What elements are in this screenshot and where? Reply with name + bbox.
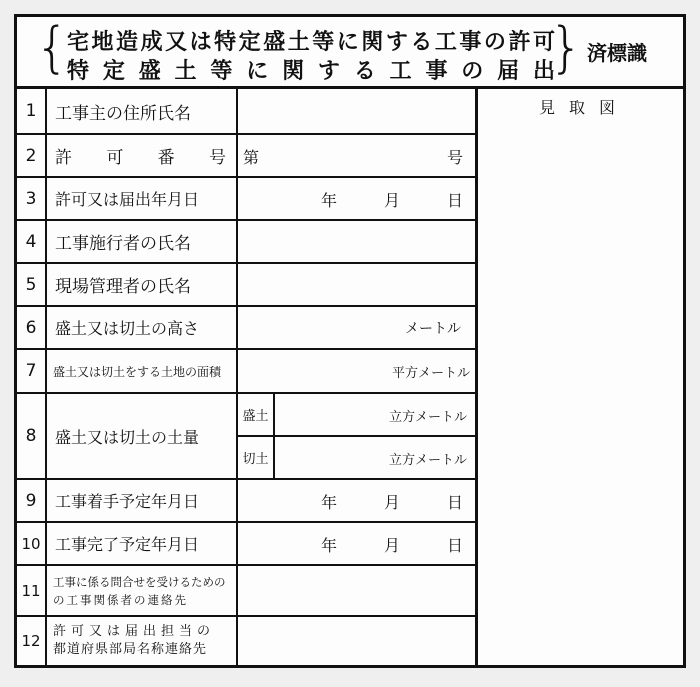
month-unit: 月 <box>384 536 401 555</box>
permit-number-prefix: 第 <box>243 148 260 167</box>
row-number: 2 <box>25 145 37 166</box>
start-date-label: 工事着手予定年月日 <box>55 492 200 511</box>
site-manager-name-label: 現場管理者の氏名 <box>55 277 191 297</box>
month-unit: 月 <box>384 493 401 512</box>
title-line-notification: 特定盛土等に関する工事の届出 <box>67 59 555 84</box>
row-number: 12 <box>21 632 41 650</box>
year-unit: 年 <box>321 536 338 555</box>
owner-address-name-label: 工事主の住所氏名 <box>55 103 191 124</box>
fill-sublabel: 盛土 <box>242 409 269 424</box>
permit-date-label: 許可又は届出年月日 <box>55 190 200 209</box>
label-char: 号 <box>208 148 226 168</box>
label-char: 可 <box>106 148 124 168</box>
cut-sublabel: 切土 <box>242 452 269 467</box>
day-unit: 日 <box>447 536 464 555</box>
row-number: 9 <box>25 490 37 511</box>
cubic-meter-unit: 立方メートル <box>389 410 468 425</box>
label-line: 工事に係る問合せを受けるための <box>53 574 226 589</box>
fill-cut-volume-label: 盛土又は切土の土量 <box>55 427 200 447</box>
label-line: の工事関係者の連絡先 <box>53 592 188 607</box>
square-meter-unit: 平方メートル <box>392 366 471 381</box>
completed-sign-badge: 済標識 <box>587 41 647 65</box>
month-unit: 月 <box>384 191 401 210</box>
row-number: 7 <box>25 361 37 381</box>
row-number: 8 <box>25 426 37 446</box>
cubic-meter-unit: 立方メートル <box>389 453 468 468</box>
year-unit: 年 <box>321 493 338 512</box>
row-number: 6 <box>25 317 37 338</box>
info-table <box>17 89 683 665</box>
site-map-label: 見取図 <box>538 98 629 117</box>
label-char: 番 <box>157 148 175 168</box>
label-char: 許 <box>55 148 72 168</box>
meter-unit: メートル <box>405 321 461 337</box>
sign-header <box>17 17 683 89</box>
contractor-name-label: 工事施行者の氏名 <box>55 234 191 254</box>
left-brace: { <box>35 16 70 79</box>
contractor-contact-label <box>47 566 236 615</box>
day-unit: 日 <box>447 191 464 210</box>
fill-cut-area-label: 盛土又は切土をする土地の面積 <box>53 364 222 379</box>
title-line-permit: 宅地造成又は特定盛土等に関する工事の許可 <box>67 30 555 55</box>
row-number: 4 <box>25 231 37 252</box>
divider <box>475 89 478 665</box>
year-unit: 年 <box>321 191 338 210</box>
row-number: 5 <box>25 274 37 295</box>
right-brace: } <box>549 16 584 79</box>
completion-date-label: 工事完了予定年月日 <box>55 535 200 554</box>
row-number: 1 <box>25 101 37 121</box>
day-unit: 日 <box>447 493 464 512</box>
sign-board <box>14 14 686 668</box>
prefecture-contact-label <box>47 617 236 665</box>
row-number: 11 <box>21 581 41 600</box>
row-number: 3 <box>25 188 37 209</box>
row-number: 10 <box>21 534 41 553</box>
label-line: 許可又は届出担当の <box>53 624 216 639</box>
fill-cut-height-label: 盛土又は切土の高さ <box>55 319 200 338</box>
permit-number-suffix: 号 <box>447 148 464 167</box>
label-line: 都道府県部局名称連絡先 <box>53 642 208 657</box>
permit-number-label <box>47 135 236 176</box>
